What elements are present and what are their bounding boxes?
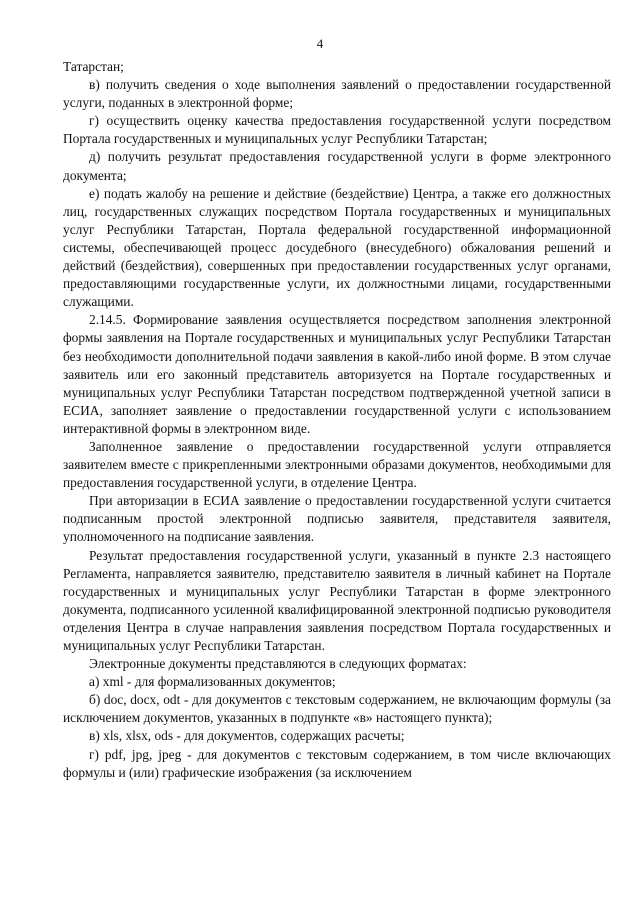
paragraph-item-v: в) получить сведения о ходе выполнения заявлений о предоставлении государственной услуги, поданных в электронной форме; (63, 77, 611, 111)
page-number: 4 (316, 36, 324, 51)
paragraph-2-14-5: 2.14.5. Формирование заявления осуществляется посредством заполнения электронной формы заявления на Портале государственных и муниципальных услуг Республики Татарстан без необходимости дополнительной подачи заявления в какой-либо иной форме. В этом случае заявитель или его законный представитель авторизуется на Портале государственных и муниципальных услуг Республики Татарстан посредством подтвержденной учетной записи в ЕСИА, заполняет заявление о предоставлении государственной услуги с использованием интерактивной формы в электронном виде. (63, 312, 611, 436)
paragraph-formats-intro: Электронные документы представляются в следующих форматах: (89, 656, 467, 672)
paragraph-item-d: д) получить результат предоставления государственной услуги в форме электронного документа; (63, 149, 611, 183)
paragraph-format-a: а) xml - для формализованных документов; (89, 674, 336, 690)
document-body (63, 58, 611, 782)
paragraph-item-g: г) осуществить оценку качества предоставления государственной услуги посредством Портала государственных и муниципальных услуг Республики Татарстан; (63, 113, 611, 147)
paragraph-format-g: г) pdf, jpg, jpeg - для документов с текстовым содержанием, в том числе включающих формулы и (или) графические изображения (за исключением (63, 746, 611, 780)
paragraph-item-e: е) подать жалобу на решение и действие (бездействие) Центра, а также его должностных лиц, государственных служащих посредством Портала государственных и муниципальных услуг Республики Татарстан, Портала федеральной государственной информационной системы, обеспечивающей процесс досудебного (внесудебного) обжалования решений и действий (бездействия), совершенных при предоставлении государственных услуг органами, предоставляющими государственные услуги, их должностными лицами, государственными служащими. (63, 185, 611, 310)
paragraph-format-b: б) doc, docx, odt - для документов с текстовым содержанием, не включающим формулы (за исключением документов, указанных в подпункте «в» настоящего пункта); (63, 692, 611, 726)
paragraph-esia-authorization: При авторизации в ЕСИА заявление о предоставлении государственной услуги считается подписанным простой электронной подписью заявителя, представителя заявителя, уполномоченного на подписание заявления. (63, 493, 611, 545)
paragraph-continuation: Татарстан; (63, 59, 124, 74)
paragraph-format-v: в) xls, xlsx, ods - для документов, содержащих расчеты; (89, 728, 405, 744)
paragraph-service-result: Результат предоставления государственной услуги, указанный в пункте 2.3 настоящего Регламента, направляется заявителю, представителю заявителя в личный кабинет на Портале государственных и муниципальных услуг Республики Татарстан в форме электронного документа, подписанного усиленной квалифицированной электронной подписью руководителя отделения Центра в случае направления заявления посредством Портала государственных и муниципальных услуг Республики Татарстан. (63, 547, 611, 653)
paragraph-submitted-application: Заполненное заявление о предоставлении государственной услуги отправляется заявителем вместе с прикрепленными электронными образами документов, необходимыми для предоставления государственной услуги, в отделение Центра. (63, 438, 611, 491)
